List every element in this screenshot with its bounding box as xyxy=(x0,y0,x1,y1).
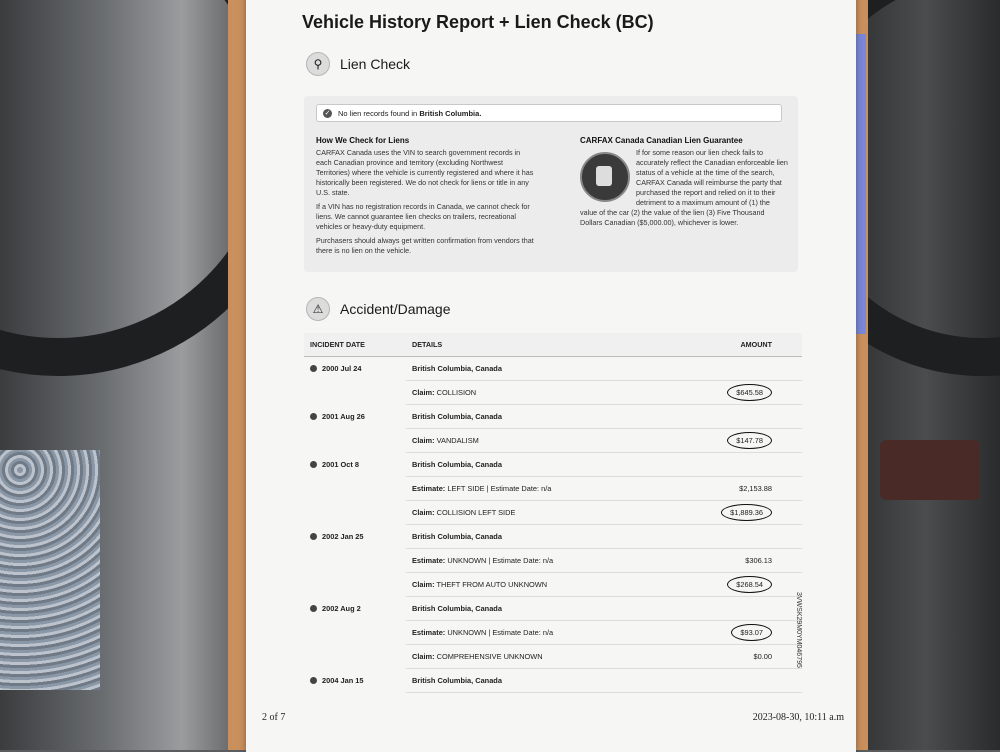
table-row xyxy=(304,501,802,525)
incident-amount xyxy=(676,669,802,693)
incident-amount: $268.54 xyxy=(676,573,802,597)
magnifier-icon: ⚲ xyxy=(306,52,330,76)
incident-details: British Columbia, Canada xyxy=(406,357,676,381)
col-amount: AMOUNT xyxy=(676,333,802,357)
table-row xyxy=(304,573,802,597)
how-heading: How We Check for Liens xyxy=(316,136,410,145)
incident-amount: $645.58 xyxy=(676,381,802,405)
lien-status xyxy=(316,104,782,122)
col-details: DETAILS xyxy=(406,333,676,357)
incident-amount: $93.07 xyxy=(676,621,802,645)
incident-details: British Columbia, Canada xyxy=(406,453,676,477)
incident-amount: $147.78 xyxy=(676,429,802,453)
table-row xyxy=(304,381,802,405)
accident-section-header xyxy=(306,297,451,321)
center-console xyxy=(880,440,980,500)
lien-panel xyxy=(304,96,798,272)
incident-date: 2001 Oct 8 xyxy=(304,453,406,477)
table-row xyxy=(304,477,802,501)
incident-details: Claim: THEFT FROM AUTO UNKNOWN xyxy=(406,573,676,597)
incident-date: 2000 Jul 24 xyxy=(304,357,406,381)
incident-details: Claim: COLLISION xyxy=(406,381,676,405)
incident-details: Estimate: UNKNOWN | Estimate Date: n/a xyxy=(406,621,676,645)
table-row xyxy=(304,525,802,549)
accident-table xyxy=(304,333,802,693)
lien-status-text: No lien records found in British Columbia. xyxy=(338,108,482,118)
how-paragraph-3: Purchasers should always get written confirmation from vendors that there is no lien on the vehicle. xyxy=(316,236,534,255)
incident-date: 2002 Jan 25 xyxy=(304,525,406,549)
table-row xyxy=(304,549,802,573)
vin-number: 3VWSK29M0YM046795 xyxy=(795,592,802,668)
table-row xyxy=(304,405,802,429)
table-header xyxy=(304,333,802,357)
incident-details: British Columbia, Canada xyxy=(406,597,676,621)
incident-date xyxy=(304,501,406,525)
incident-amount xyxy=(676,357,802,381)
table-row xyxy=(304,453,802,477)
lien-heading: Lien Check xyxy=(340,56,411,72)
table-row xyxy=(304,357,802,381)
bullet-icon xyxy=(310,605,317,612)
incident-details: Claim: COMPREHENSIVE UNKNOWN xyxy=(406,645,676,669)
incident-details: British Columbia, Canada xyxy=(406,405,676,429)
incident-date xyxy=(304,645,406,669)
gravel-ground xyxy=(0,450,100,690)
car-crash-icon: ⚠ xyxy=(306,297,330,321)
print-timestamp: 2023-08-30, 10:11 a.m xyxy=(752,712,844,723)
col-incident-date: INCIDENT DATE xyxy=(304,333,406,357)
guarantee-seal-icon xyxy=(580,152,630,202)
incident-amount: $1,889.36 xyxy=(676,501,802,525)
incident-date: 2004 Jan 15 xyxy=(304,669,406,693)
incident-amount: $2,153.88 xyxy=(676,477,802,501)
lien-guarantee xyxy=(580,136,788,228)
incident-date: 2001 Aug 26 xyxy=(304,405,406,429)
table-row xyxy=(304,621,802,645)
table-row xyxy=(304,645,802,669)
incident-date: 2002 Aug 2 xyxy=(304,597,406,621)
incident-details: Claim: COLLISION LEFT SIDE xyxy=(406,501,676,525)
table-row xyxy=(304,597,802,621)
incident-amount: $306.13 xyxy=(676,549,802,573)
bullet-icon xyxy=(310,413,317,420)
how-paragraph-1: CARFAX Canada uses the VIN to search government records in each Canadian province and territory (excluding Northwest Territories) where the vehicle is currently registered and where it has historically been registered. We do not check for liens or title in any U.S. state. xyxy=(316,148,534,197)
incident-date xyxy=(304,549,406,573)
table-row xyxy=(304,669,802,693)
page-number: 2 of 7 xyxy=(262,712,286,723)
incident-details: British Columbia, Canada xyxy=(406,525,676,549)
guarantee-heading: CARFAX Canada Canadian Lien Guarantee xyxy=(580,136,743,145)
incident-details: Claim: VANDALISM xyxy=(406,429,676,453)
incident-date xyxy=(304,621,406,645)
incident-details: Estimate: LEFT SIDE | Estimate Date: n/a xyxy=(406,477,676,501)
check-icon: ✓ xyxy=(324,110,331,117)
report-title: Vehicle History Report + Lien Check (BC) xyxy=(302,12,654,32)
incident-date xyxy=(304,429,406,453)
table-row xyxy=(304,429,802,453)
guarantee-text: If for some reason our lien check fails to accurately reflect the Canadian enforceable lien status of a vehicle at the time of the search, CARFAX Canada will reimburse the party that purchased the report and relied on it to their detriment to a maximum amount of (1) the value of the car (2) the value of the lien (3) Five Thousand Dollars Canadian ($5,000.00), whichever is lower. xyxy=(580,148,788,227)
incident-amount: $0.00 xyxy=(676,645,802,669)
incident-amount xyxy=(676,597,802,621)
bullet-icon xyxy=(310,365,317,372)
accident-rows xyxy=(304,357,802,693)
how-we-check xyxy=(316,136,536,260)
incident-date xyxy=(304,381,406,405)
lien-section-header xyxy=(306,52,410,76)
incident-amount xyxy=(676,525,802,549)
report-page xyxy=(246,0,856,752)
bullet-icon xyxy=(310,533,317,540)
incident-amount xyxy=(676,453,802,477)
incident-details: Estimate: UNKNOWN | Estimate Date: n/a xyxy=(406,549,676,573)
incident-date xyxy=(304,477,406,501)
incident-details: British Columbia, Canada xyxy=(406,669,676,693)
bullet-icon xyxy=(310,677,317,684)
incident-amount xyxy=(676,405,802,429)
bullet-icon xyxy=(310,461,317,468)
incident-date xyxy=(304,573,406,597)
how-paragraph-2: If a VIN has no registration records in Canada, we cannot check for liens. We cannot guarantee lien checks on trailers, recreational vehicles or heavy-duty equipment. xyxy=(316,202,530,231)
accident-heading: Accident/Damage xyxy=(340,301,451,317)
